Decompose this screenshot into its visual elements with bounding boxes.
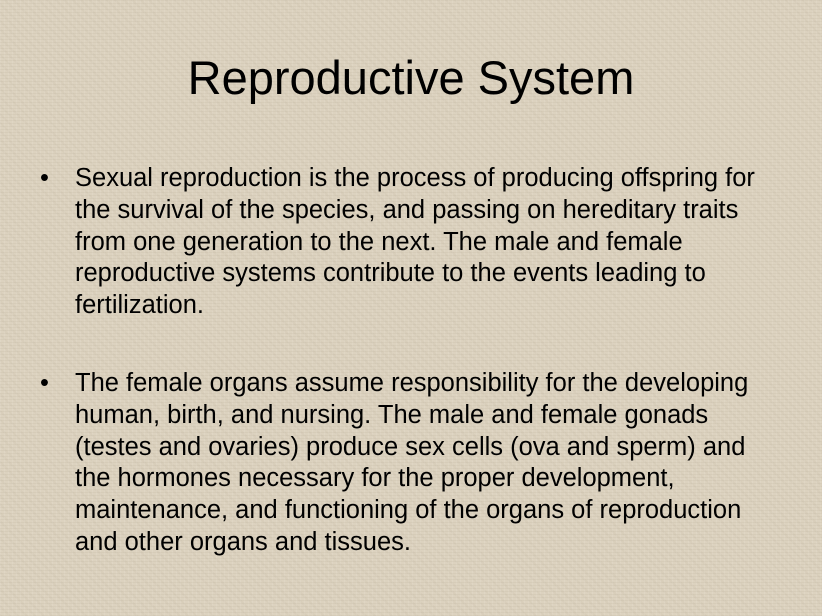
bullet-icon: • [40,368,49,397]
slide-title: Reproductive System [187,51,635,104]
bullet-text: The female organs assume responsibility for the developing human, birth, and nursing. The male and female gonads (testes and ovaries) produce sex cells (ova and sperm) and the hormones necessary for the proper development, maintenance, and functioning of the organs of reproduction and other organs and tissues. [75,368,749,556]
bullet-item [40,163,780,322]
bullet-item [40,368,780,559]
bullet-list [40,163,780,559]
bullet-text: Sexual reproduction is the process of producing offspring for the survival of the species, and passing on hereditary traits from one generation to the next. The male and female reproductive systems contribute to the events leading to fertilization. [75,164,755,320]
bullet-icon: • [40,164,49,192]
